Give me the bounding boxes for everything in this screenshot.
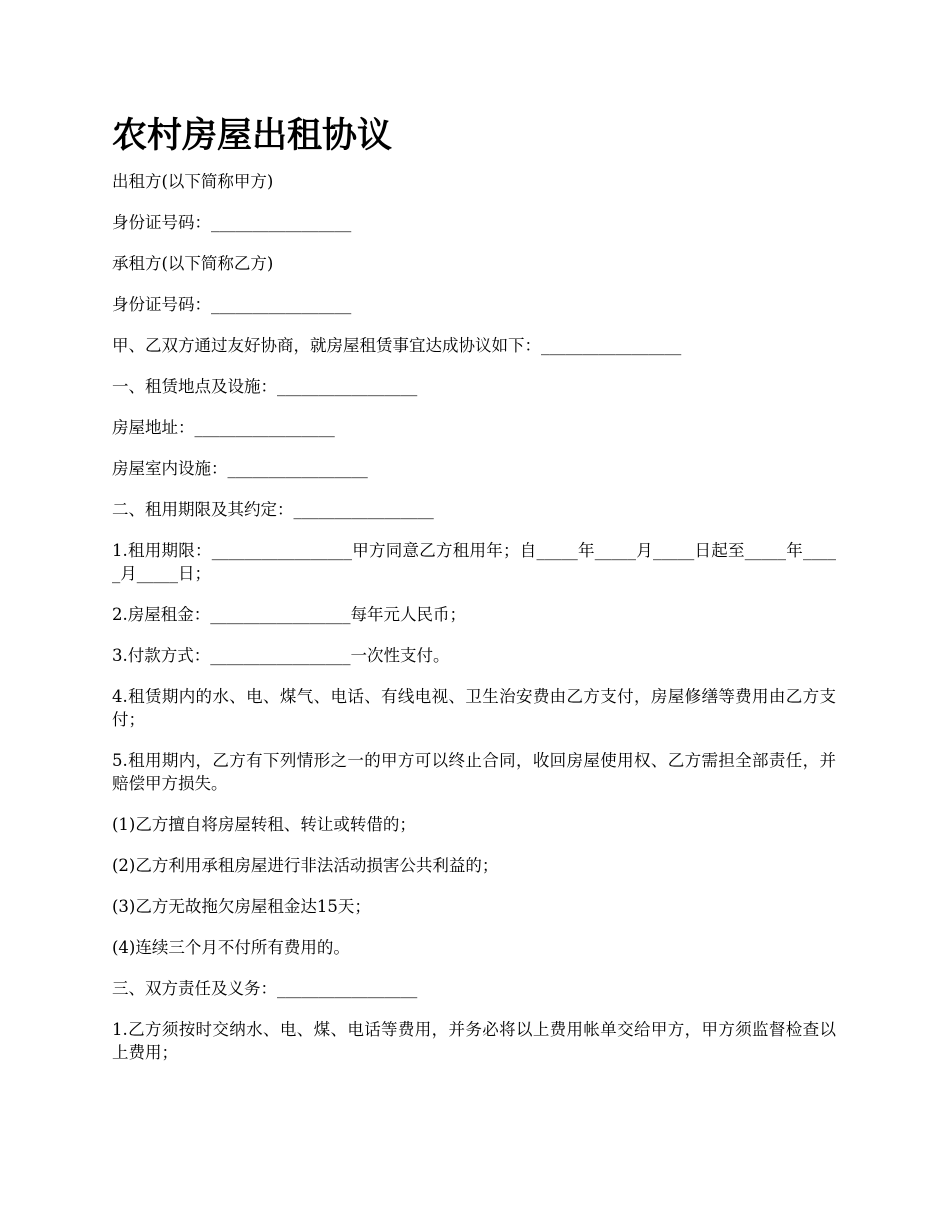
paragraph-lessee-id: 身份证号码：_________________ (112, 295, 352, 314)
clause-payment-method: 3.付款方式：_________________一次性支付。 (112, 646, 450, 665)
page-title: 农村房屋出租协议 (112, 115, 393, 156)
section-heading-location: 一、租赁地点及设施：_________________ (112, 377, 418, 396)
clause-termination: 5.租用期内，乙方有下列情形之一的甲方可以终止合同，收回房屋使用权、乙方需担全部责任，并赔偿甲方损失。 (112, 751, 836, 793)
clause-rent: 2.房屋租金：_________________每年元人民币； (112, 605, 466, 624)
clause-lease-term: 1.租用期限：_________________甲方同意乙方租用年；自_____年_____月_____日起至_____年_____月_____日； (112, 541, 836, 583)
termination-item-3: (3)乙方无故拖欠房屋租金达15天； (112, 897, 371, 916)
paragraph-indoor-facilities: 房屋室内设施：_________________ (112, 459, 368, 478)
paragraph-lessor: 出租方(以下简称甲方) (112, 172, 274, 191)
paragraph-lessor-id: 身份证号码：_________________ (112, 213, 352, 232)
termination-item-4: (4)连续三个月不付所有费用的。 (112, 938, 350, 957)
paragraph-agreement-intro: 甲、乙双方通过友好协商，就房屋租赁事宜达成协议如下：_________________ (112, 336, 682, 355)
section-heading-term: 二、租用期限及其约定：_________________ (112, 500, 434, 519)
clause-fees-responsibility: 1.乙方须按时交纳水、电、煤、电话等费用，并务必将以上费用帐单交给甲方，甲方须监督检查以上费用； (112, 1020, 836, 1062)
termination-item-1: (1)乙方擅自将房屋转租、转让或转借的； (112, 815, 416, 834)
paragraph-lessee: 承租方(以下简称乙方) (112, 254, 274, 273)
section-heading-responsibilities: 三、双方责任及义务：_________________ (112, 979, 418, 998)
paragraph-house-address: 房屋地址：_________________ (112, 418, 335, 437)
termination-item-2: (2)乙方利用承租房屋进行非法活动损害公共利益的； (112, 856, 499, 875)
clause-utilities: 4.租赁期内的水、电、煤气、电话、有线电视、卫生治安费由乙方支付，房屋修缮等费用由乙方支付； (112, 687, 836, 729)
document-body (112, 170, 836, 1082)
